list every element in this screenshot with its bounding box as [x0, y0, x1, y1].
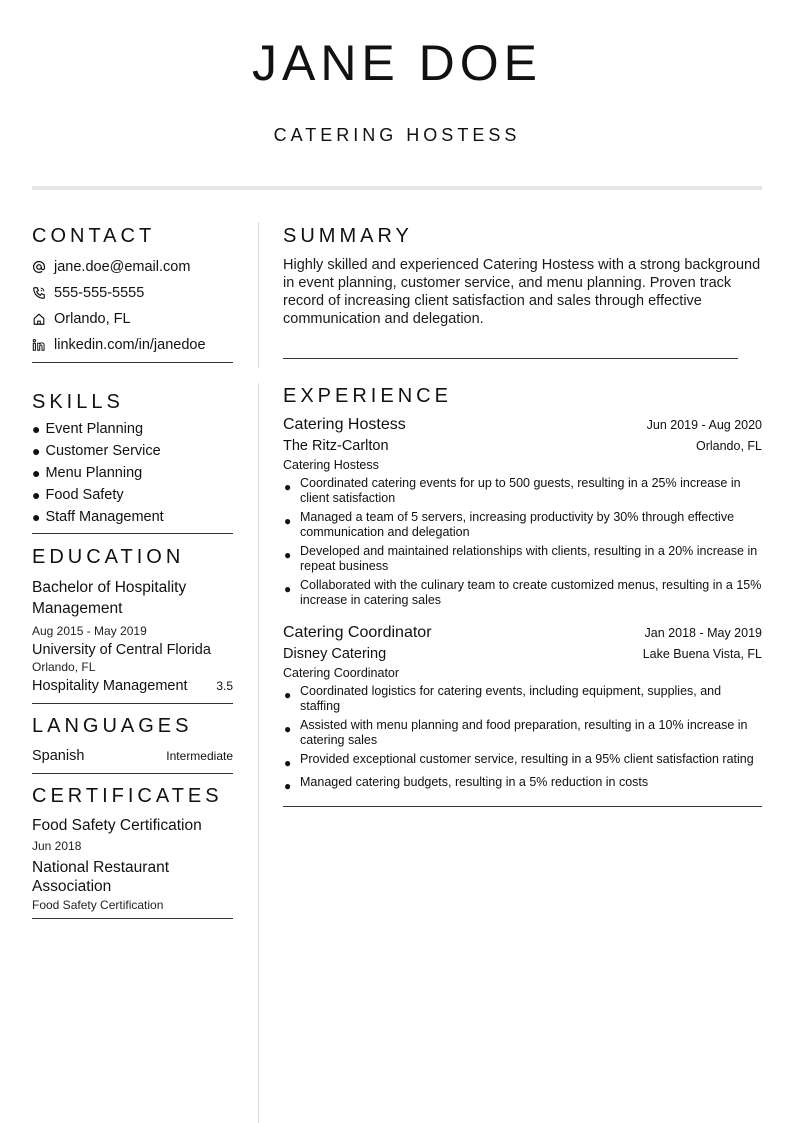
job-bullet: ● Collaborated with the culinary team to create customized menus, resulting in a 15% increase in catering sales [284, 578, 762, 607]
skill-item: ● Staff Management [32, 509, 164, 525]
education-divider [32, 703, 233, 704]
summary-divider [283, 358, 738, 359]
job-bullet: ● Managed catering budgets, resulting in a 5% reduction in costs [284, 775, 649, 793]
bullet-icon: ● [32, 509, 41, 525]
skill-item: ● Menu Planning [32, 465, 143, 481]
bullet-icon: ● [284, 480, 292, 494]
skills-heading: SKILLS [32, 391, 124, 413]
right-column [283, 222, 762, 807]
job-entry-role: Catering Hostess [283, 458, 379, 472]
education-field: Hospitality Management [32, 678, 188, 694]
job-bullet: ● Assisted with menu planning and food preparation, resulting in a 10% increase in catering sales [284, 718, 748, 747]
at-icon [32, 260, 46, 274]
education-dates: Aug 2015 - May 2019 [32, 624, 147, 638]
job-entry-dates: Jun 2019 - Aug 2020 [646, 418, 762, 432]
contact-phone[interactable] [32, 280, 233, 306]
job-bullet: ● Managed a team of 5 servers, increasing productivity by 30% through effective communication and delegation [284, 510, 735, 539]
language-level: Intermediate [166, 749, 233, 763]
contact-phone-text: 555-555-5555 [54, 285, 145, 301]
certificate-detail: Food Safety Certification [32, 898, 164, 912]
job-entry-role: Catering Coordinator [283, 666, 400, 680]
languages-heading: LANGUAGES [32, 715, 193, 737]
language-row [32, 748, 233, 764]
languages-section [32, 712, 233, 774]
contact-location-text: Orlando, FL [54, 311, 131, 327]
job-entry [283, 416, 762, 608]
bullet-icon: ● [284, 756, 292, 770]
left-column [32, 222, 233, 919]
bullet-icon: ● [284, 582, 292, 596]
experience-divider [283, 806, 762, 807]
bullet-icon: ● [284, 722, 292, 736]
experience-section [283, 382, 762, 807]
experience-heading: EXPERIENCE [283, 385, 452, 407]
bullet-icon: ● [32, 421, 41, 437]
job-entry-company: The Ritz-Carlton [283, 438, 389, 454]
skills-divider [32, 533, 233, 534]
certificates-section [32, 782, 233, 919]
bullet-icon: ● [32, 443, 41, 459]
certificate-detail: Jun 2018 [32, 839, 82, 853]
job-entry-company: Disney Catering [283, 646, 387, 662]
education-degree: Bachelor of Hospitality Management [32, 579, 187, 617]
job-bullet: ● Coordinated catering events for up to 500 guests, resulting in a 25% increase in client satisfaction [284, 476, 741, 505]
job-bullet: ● Developed and maintained relationships with clients, resulting in a 20% increase in repeat business [284, 544, 758, 573]
job-entry-title: Catering Coordinator [283, 624, 432, 641]
header-divider [32, 186, 762, 190]
column-divider-top [258, 222, 259, 368]
bullet-icon: ● [32, 465, 41, 481]
education-school: University of Central Florida [32, 642, 211, 658]
certificate-name: Food Safety Certification [32, 817, 202, 834]
job-bullet: ● Coordinated logistics for catering events, including equipment, supplies, and staffing [284, 684, 722, 713]
job-entry-dates: Jan 2018 - May 2019 [644, 626, 762, 640]
summary-section [283, 222, 762, 359]
contact-linkedin[interactable] [32, 332, 233, 358]
job-bullet: ● Provided exceptional customer service, resulting in a 95% client satisfaction rating [284, 752, 754, 770]
job-entry-location: Lake Buena Vista, FL [642, 647, 762, 661]
certificates-divider [32, 918, 233, 919]
skill-item: ● Customer Service [32, 443, 161, 459]
job-entry-title: Catering Hostess [283, 416, 406, 433]
candidate-name: JANE DOE [251, 35, 543, 91]
contact-email-text: jane.doe@email.com [54, 259, 191, 275]
certificate-name: National Restaurant Association [32, 859, 169, 895]
education-field-row [32, 678, 233, 694]
summary-text: Highly skilled and experienced Catering Hostess with a strong background in event planning, customer service, and menu planning. Proven track record of increasing client satisfaction and sales through effective communication and delegation. [283, 257, 761, 327]
bullet-icon: ● [32, 487, 41, 503]
job-title: CATERING HOSTESS [273, 125, 521, 145]
skill-item: ● Event Planning [32, 421, 144, 437]
bullet-icon: ● [284, 514, 292, 528]
job-entry-location: Orlando, FL [695, 439, 762, 453]
bullet-icon: ● [284, 688, 292, 702]
contact-divider [32, 362, 233, 363]
contact-location [32, 306, 233, 332]
phone-icon [32, 286, 46, 300]
languages-divider [32, 773, 233, 774]
skills-section [32, 388, 233, 534]
summary-heading: SUMMARY [283, 225, 413, 247]
skill-item: ● Food Safety [32, 487, 124, 503]
contact-email[interactable] [32, 254, 233, 280]
education-location: Orlando, FL [32, 660, 96, 674]
language-name: Spanish [32, 748, 85, 764]
bullet-icon: ● [284, 779, 292, 793]
contact-heading: CONTACT [32, 225, 156, 247]
education-heading: EDUCATION [32, 546, 185, 568]
contact-section [32, 222, 233, 363]
job-entry [283, 624, 762, 794]
column-divider-bottom [258, 383, 259, 1123]
linkedin-icon [32, 338, 46, 352]
contact-linkedin-text: linkedin.com/in/janedoe [54, 337, 206, 353]
home-icon [32, 312, 46, 326]
certificates-heading: CERTIFICATES [32, 785, 223, 807]
bullet-icon: ● [284, 548, 292, 562]
education-gpa: 3.5 [216, 679, 233, 693]
education-section [32, 543, 233, 704]
